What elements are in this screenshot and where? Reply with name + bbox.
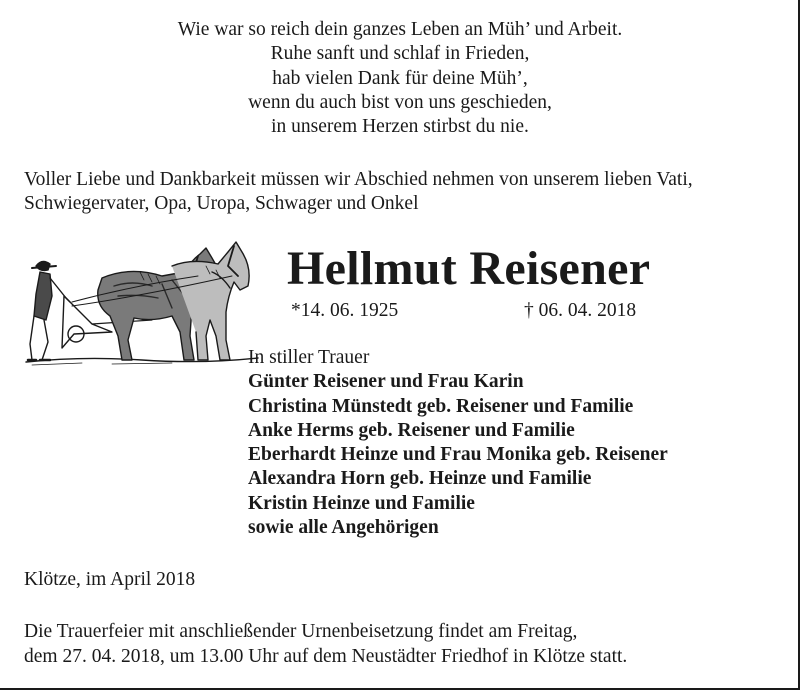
mourner-name: Anke Herms geb. Reisener und Familie — [248, 419, 575, 441]
mourner-name: Alexandra Horn geb. Heinze und Familie — [248, 468, 592, 490]
place-date: Klötze, im April 2018 — [24, 569, 196, 590]
birth-date: *14. 06. 1925 — [291, 300, 399, 321]
death-date: † 06. 04. 2018 — [524, 300, 637, 321]
mourner-name: Christina Münstedt geb. Reisener und Familie — [248, 395, 634, 417]
funeral-info — [24, 620, 627, 669]
mourner-name: sowie alle Angehörigen — [248, 517, 439, 539]
farmer-plowing-with-horses-icon — [22, 236, 262, 368]
mourner-name: Eberhardt Heinze und Frau Monika geb. Reisener — [248, 444, 668, 466]
funeral-line: dem 27. 04. 2018, um 13.00 Uhr auf dem Neustädter Friedhof in Klötze statt. — [24, 645, 628, 667]
deceased-name: Hellmut Reisener — [287, 242, 651, 295]
poem-line: hab vielen Dank für deine Müh’, — [272, 67, 528, 89]
intro-line: Schwiegervater, Opa, Uropa, Schwager und Onkel — [24, 193, 419, 214]
poem — [0, 18, 800, 139]
funeral-line: Die Trauerfeier mit anschließender Urnenbeisetzung findet am Freitag, — [24, 621, 578, 642]
intro-line: Voller Liebe und Dankbarkeit müssen wir Abschied nehmen von unserem lieben Vati, — [24, 169, 693, 190]
poem-line: Wie war so reich dein ganzes Leben an Müh’ und Arbeit. — [177, 19, 623, 40]
mourner-name: Günter Reisener und Frau Karin — [248, 371, 524, 393]
mourners-list — [248, 346, 668, 540]
intro-text — [24, 168, 693, 216]
mourning-lead: In stiller Trauer — [248, 347, 370, 368]
mourner-name: Kristin Heinze und Familie — [248, 492, 475, 514]
poem-line: Ruhe sanft und schlaf in Frieden, — [270, 43, 530, 65]
poem-line: in unserem Herzen stirbst du nie. — [271, 116, 529, 138]
poem-line: wenn du auch bist von uns geschieden, — [248, 91, 552, 113]
